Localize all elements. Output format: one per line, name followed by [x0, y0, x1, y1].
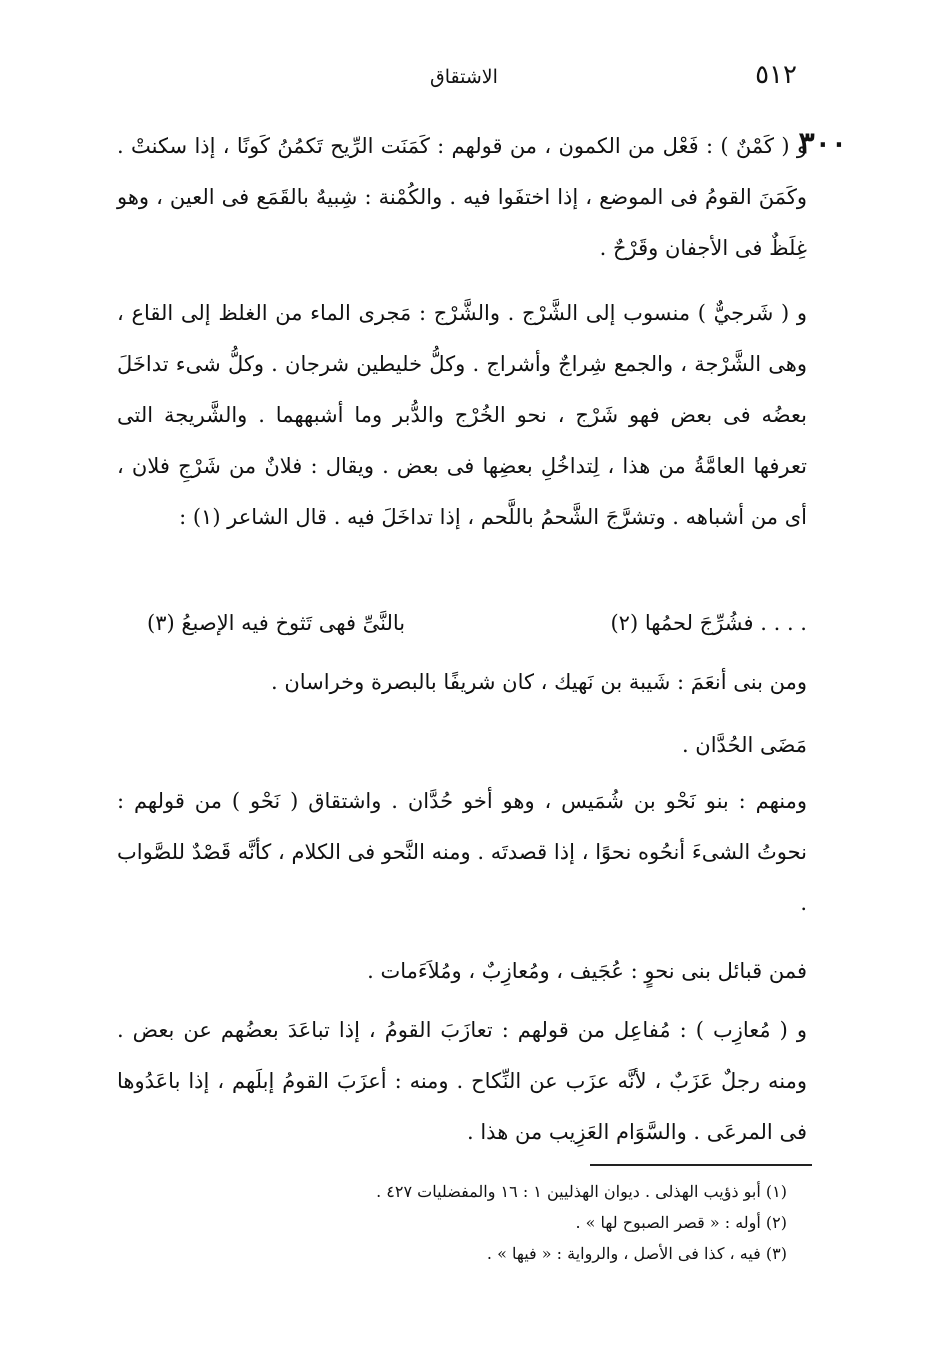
page-header [0, 60, 947, 100]
paragraph-nahw [117, 776, 807, 929]
footnote-separator [590, 1164, 812, 1166]
paragraph-text: مَضَى الحُدَّان . [681, 733, 807, 757]
paragraph-kamn [117, 121, 807, 274]
verse-hemistich-second: بالنَّىِّ فهى تَثوخ فيه الإصبعُ (٣) [147, 611, 406, 635]
paragraph-text: و ( شَرجيٌّ ) منسوب إلى الشَّرْج . والشَّرْج : مَجرى الماء من الغلظ إلى القاع ، وهى الشَّرْجة ، والجمع شِراجٌ وأشراج . وكلُّ خليطين شرجان . وكلُّ شىء تداخَلَ بعضُه فى بعض فهو شَرْج ، نحو الخُرْج والدُّبر وما أشبههما . والشَّريجة التى تعرفها العامَّةُ من هذا ، لِتداخُلِ بعضِها فى بعض . ويقال : فلانٌ من شَرْجِ فلان ، أى من أشباهه . وتشرَّجَ الشَّحمُ باللَّحم ، إذا تداخَلَ فيه . قال الشاعر (١) : [117, 301, 807, 529]
paragraph-text: ومنهم : بنو نَحْو بن شُمَيس ، وهو أخو حُدَّان . واشتقاق ( نَحْو ) من قولهم : نحوتُ الشىءَ أنحُوه نحوًا ، إذا قصدتَه . ومنه النَّحو فى الكلام ، كأنَّه قَصْدٌ للصَّواب . [117, 789, 807, 915]
paragraph-sharji [117, 288, 807, 543]
paragraph-text: ومن بنى أنعَمَ : شَيبة بن نَهيك ، كان شريفًا بالبصرة وخراسان . [270, 670, 807, 694]
footnote-2: (٢) أوله : « قصر الصبوح لها » . [575, 1213, 787, 1232]
paragraph-text: و ( مُعازِب ) : مُفاعِل من قولهم : تعازَبَ القومُ ، إذا تباعَدَ بعضُهم عن بعض . ومنه رجلٌ عَزَبٌ ، لأنَّه عزَب عن النِّكاح . ومنه : أعزَبَ القومُ إبلَهم ، إذا باعَدُوها فى المرعَى . والسَّوَام العَزِيب من هذا . [117, 1018, 807, 1144]
paragraph-tribes-of-nahw [117, 946, 807, 997]
paragraph-muazib [117, 1005, 807, 1158]
paragraph-bani-anam [117, 657, 807, 708]
entry-number: ٣٠٠ [798, 126, 847, 161]
paragraph-text: فمن قبائل بنى نحوٍ : عُجَيف ، ومُعازِبٌ ، ومُلاَءَمات . [367, 959, 807, 983]
running-title: الاشتقاق [430, 66, 498, 88]
verse-hemistich-first: . . . . فشُرِّجَ لحمُها (٢) [610, 611, 807, 635]
footnotes [127, 1176, 787, 1269]
paragraph-hudan-end [117, 720, 807, 771]
paragraph-text: و ( كَمْنٌ ) : فَعْل من الكمون ، من قولهم : كَمَنَت الرِّيح تَكمُنُ كَونًا ، إذا سكنتْ . وكَمَنَ القومُ فى الموضع ، إذا اختفَوا فيه . والكُمْنة : شِبيهٌ بالقَمَع فى العين ، وهو غِلَظٌ فى الأجفان وقَرْحٌ . [117, 134, 807, 260]
footnote-3: (٣) فيه ، كذا فى الأصل ، والرواية : « فيها » . [486, 1244, 787, 1263]
page-number: ٥١٢ [755, 60, 797, 90]
footnote-1: (١) أبو ذؤيب الهذلى . ديوان الهذليين ١ : ١٦ والمفضليات ٤٢٧ . [376, 1182, 787, 1201]
